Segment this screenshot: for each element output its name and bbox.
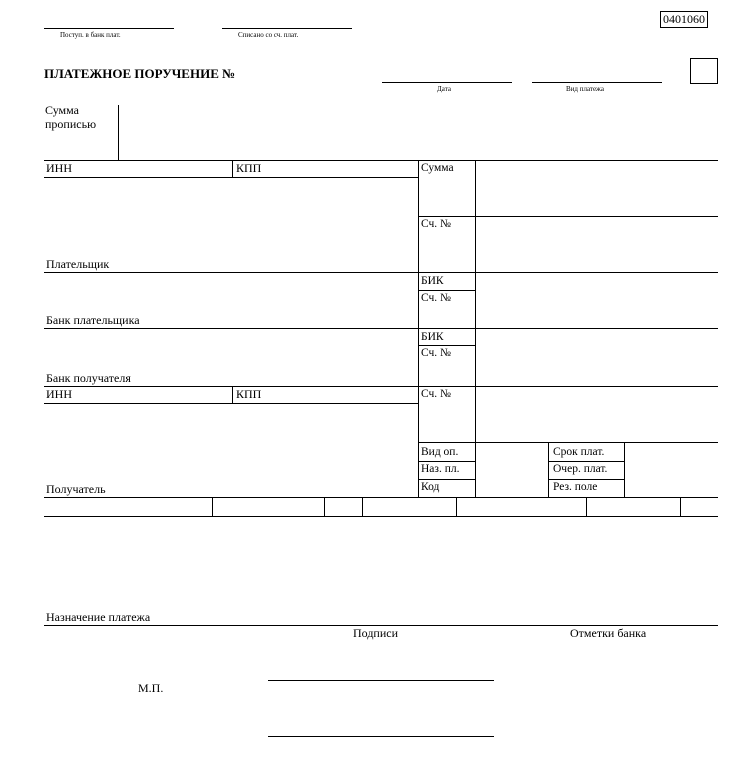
date-label: Дата	[437, 85, 451, 93]
payer-bank-label: Банк плательщика	[46, 313, 140, 327]
debited-line	[222, 28, 352, 29]
payee-bank-label: Банк получателя	[46, 371, 131, 385]
row-line-bik1	[418, 290, 475, 291]
status-box[interactable]	[690, 58, 718, 84]
col-line-inn-kpp-2	[232, 386, 233, 403]
col-line-due-right	[624, 442, 625, 497]
signature-line-2	[268, 736, 494, 737]
stamp-label: М.П.	[138, 681, 164, 695]
payee-account-label: Сч. №	[421, 388, 452, 400]
form-code: 0401060	[660, 11, 708, 28]
amount-words-label-1: Сумма	[45, 103, 79, 117]
row-line-priority	[548, 461, 624, 462]
col-line-labels-right	[475, 160, 476, 497]
row-line-code	[418, 479, 475, 480]
tax-field-sep-6	[680, 497, 681, 516]
payer-bank-account-label: Сч. №	[421, 292, 452, 304]
received-label: Поступ. в банк плат.	[60, 31, 121, 39]
due-date-label: Срок плат.	[553, 446, 605, 458]
purpose-label: Назначение платежа	[46, 610, 151, 624]
payer-bank-bik-label: БИК	[421, 275, 444, 287]
document-title: ПЛАТЕЖНОЕ ПОРУЧЕНИЕ №	[44, 66, 236, 81]
row-line-payer	[44, 272, 718, 273]
sum-label: Сумма	[421, 162, 454, 174]
amount-words-divider	[118, 105, 119, 160]
tax-field-sep-1	[212, 497, 213, 516]
op-type-label: Вид оп.	[421, 446, 459, 458]
payer-account-label: Сч. №	[421, 218, 452, 230]
purpose-code-label: Наз. пл.	[421, 463, 460, 475]
tax-field-sep-2	[324, 497, 325, 516]
row-line-inn-bottom	[44, 177, 418, 178]
payment-type-line	[532, 82, 662, 83]
col-line-main-right	[418, 160, 419, 497]
row-line-payee-bank	[44, 386, 718, 387]
row-line-reserve	[548, 479, 624, 480]
payee-kpp-label: КПП	[236, 387, 262, 401]
tax-field-sep-4	[456, 497, 457, 516]
row-line-payee-inn	[44, 403, 418, 404]
date-line	[382, 82, 512, 83]
row-line-payee	[44, 497, 718, 498]
col-line-inn-kpp-1	[232, 160, 233, 177]
row-line-inn-top	[44, 160, 718, 161]
priority-label: Очер. плат.	[553, 463, 608, 475]
tax-field-sep-3	[362, 497, 363, 516]
signature-line-1	[268, 680, 494, 681]
amount-words-label-2: прописью	[45, 117, 97, 131]
row-line-tax-fields	[44, 516, 718, 517]
payer-kpp-label: КПП	[236, 161, 262, 175]
col-line-due-left	[548, 442, 549, 497]
payment-type-label: Вид платежа	[566, 85, 605, 93]
tax-field-sep-5	[586, 497, 587, 516]
debited-label: Списано со сч. плат.	[238, 31, 299, 39]
code-label: Код	[421, 481, 440, 493]
received-line	[44, 28, 174, 29]
payer-inn-label: ИНН	[46, 161, 72, 175]
payee-label: Получатель	[46, 482, 106, 496]
payee-bank-account-label: Сч. №	[421, 347, 452, 359]
payee-inn-label: ИНН	[46, 387, 72, 401]
row-line-payer-bank	[44, 328, 718, 329]
row-line-sum-bottom	[418, 216, 718, 217]
row-line-op-type	[418, 442, 718, 443]
signatures-label: Подписи	[353, 626, 399, 640]
bank-marks-label: Отметки банка	[570, 626, 647, 640]
payer-label: Плательщик	[46, 257, 110, 271]
payee-bank-bik-label: БИК	[421, 331, 444, 343]
reserve-label: Рез. поле	[553, 481, 598, 493]
row-line-bik2	[418, 345, 475, 346]
row-line-purpose-code	[418, 461, 475, 462]
